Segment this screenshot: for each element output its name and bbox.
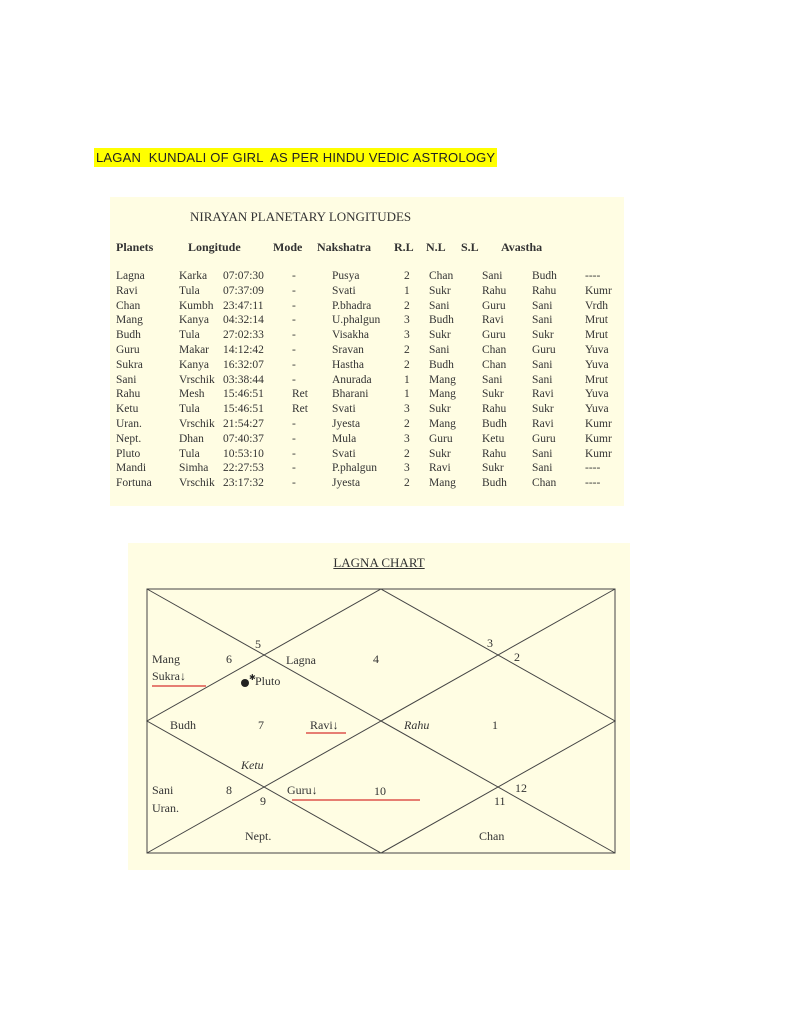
- cell-avastha-a: Chan: [532, 477, 557, 490]
- cell-avastha-a: Sukr: [532, 403, 554, 416]
- cell-planet: Rahu: [116, 388, 141, 401]
- cell-rl: 3: [404, 462, 410, 475]
- cell-mode: -: [292, 462, 296, 475]
- lagna-label: Lagna: [286, 653, 316, 667]
- cell-rl: 1: [404, 373, 410, 386]
- cell-sl: Rahu: [482, 447, 507, 460]
- cell-nakshatra: Mula: [332, 432, 357, 445]
- cell-sl: Guru: [482, 299, 506, 312]
- cell-sl: Chan: [482, 344, 507, 356]
- cell-degree: 22:27:53: [223, 462, 264, 475]
- header-mode: Mode: [273, 240, 303, 254]
- cell-nl: Chan: [429, 270, 454, 282]
- cell-mode: Ret: [292, 403, 308, 416]
- house-7: 7: [258, 718, 264, 732]
- cell-planet: Budh: [116, 329, 141, 342]
- cell-degree: 15:46:51: [223, 403, 264, 416]
- cell-nl: Sukr: [429, 403, 451, 416]
- header-nakshatra: Nakshatra: [317, 240, 372, 254]
- cell-sign: Kumbh: [179, 299, 214, 312]
- cell-sign: Kanya: [179, 314, 210, 327]
- cell-rl: 2: [404, 344, 410, 356]
- cell-mode: -: [292, 344, 296, 356]
- cell-nakshatra: Visakha: [332, 329, 369, 342]
- cell-planet: Ravi: [116, 284, 138, 297]
- planet-ketu: Ketu: [241, 758, 264, 772]
- cell-sl: Ketu: [482, 432, 505, 445]
- cell-nl: Mang: [429, 373, 456, 386]
- cell-nakshatra: Anurada: [332, 373, 372, 386]
- cell-nl: Sukr: [429, 329, 451, 342]
- cell-planet: Fortuna: [116, 477, 152, 490]
- cell-degree: 07:07:30: [223, 270, 264, 282]
- house-11: 11: [494, 794, 506, 808]
- header-longitude: Longitude: [188, 240, 241, 254]
- cell-sl: Ravi: [482, 314, 504, 327]
- cell-mode: -: [292, 284, 296, 297]
- planet-rahu: Rahu: [404, 718, 430, 732]
- lagna-chart-grid: [128, 543, 630, 870]
- cell-sl: Sukr: [482, 388, 504, 401]
- planet-uran: Uran.: [152, 801, 179, 815]
- pluto-symbol-icon: [241, 679, 249, 687]
- planet-guru: Guru↓: [287, 783, 318, 797]
- cell-rl: 2: [404, 358, 410, 371]
- cell-rl: 3: [404, 403, 410, 416]
- cell-sl: Sukr: [482, 462, 504, 475]
- cell-planet: Mandi: [116, 462, 147, 475]
- cell-mode: -: [292, 314, 296, 327]
- cell-avastha-b: Yuva: [585, 388, 609, 401]
- cell-degree: 27:02:33: [223, 329, 264, 342]
- pluto-star-icon: ✱: [249, 673, 256, 682]
- cell-avastha-a: Guru: [532, 432, 556, 445]
- cell-sl: Chan: [482, 358, 507, 371]
- cell-nakshatra: Jyesta: [332, 418, 361, 430]
- cell-planet: Chan: [116, 299, 141, 312]
- cell-sl: Sani: [482, 373, 503, 386]
- cell-rl: 2: [404, 299, 410, 312]
- cell-avastha-a: Sani: [532, 314, 553, 327]
- cell-nl: Budh: [429, 314, 454, 327]
- cell-nakshatra: Jyesta: [332, 477, 361, 490]
- planet-ravi: Ravi↓: [310, 718, 339, 732]
- header-rl: R.L: [394, 240, 414, 254]
- cell-mode: -: [292, 477, 296, 490]
- planet-budh: Budh: [170, 718, 197, 732]
- cell-avastha-a: Budh: [532, 270, 557, 282]
- planet-nept: Nept.: [245, 829, 272, 843]
- cell-rl: 1: [404, 388, 410, 401]
- cell-rl: 1: [404, 284, 410, 297]
- cell-mode: -: [292, 447, 296, 460]
- cell-sign: Makar: [179, 344, 210, 356]
- house-8: 8: [226, 783, 232, 797]
- cell-mode: -: [292, 432, 296, 445]
- cell-planet: Guru: [116, 344, 140, 356]
- cell-mode: -: [292, 358, 296, 371]
- cell-nakshatra: Sravan: [332, 344, 364, 356]
- cell-degree: 07:40:37: [223, 432, 264, 445]
- cell-degree: 03:38:44: [223, 373, 264, 386]
- planet-sukra: Sukra↓: [152, 669, 186, 683]
- house-1: 1: [492, 718, 498, 732]
- house-9: 9: [260, 794, 266, 808]
- cell-degree: 07:37:09: [223, 284, 264, 297]
- cell-degree: 23:17:32: [223, 477, 264, 490]
- house-4: 4: [373, 652, 379, 666]
- chart-title: LAGNA CHART: [333, 555, 425, 570]
- house-12: 12: [515, 781, 527, 795]
- cell-mode: -: [292, 418, 296, 430]
- cell-nl: Budh: [429, 358, 454, 371]
- cell-nakshatra: Hastha: [332, 358, 364, 371]
- cell-planet: Ketu: [116, 403, 139, 416]
- house-2: 2: [514, 650, 520, 664]
- cell-degree: 10:53:10: [223, 447, 264, 460]
- cell-avastha-a: Ravi: [532, 418, 554, 430]
- cell-degree: 21:54:27: [223, 418, 264, 430]
- cell-avastha-a: Sani: [532, 373, 553, 386]
- cell-avastha-b: Yuva: [585, 403, 609, 416]
- cell-nakshatra: P.phalgun: [332, 462, 378, 475]
- cell-nl: Sani: [429, 299, 450, 312]
- cell-planet: Sani: [116, 373, 137, 386]
- cell-sign: Tula: [179, 403, 200, 416]
- cell-sl: Guru: [482, 329, 506, 342]
- cell-avastha-b: Kumr: [585, 284, 612, 297]
- cell-nl: Mang: [429, 418, 456, 430]
- cell-sign: Dhan: [179, 432, 204, 445]
- cell-avastha-b: Vrdh: [585, 299, 608, 312]
- cell-avastha-b: Mrut: [585, 329, 608, 342]
- cell-avastha-a: Sani: [532, 358, 553, 371]
- cell-avastha-b: Yuva: [585, 344, 609, 356]
- cell-mode: -: [292, 329, 296, 342]
- cell-avastha-b: ----: [585, 270, 601, 282]
- cell-sign: Tula: [179, 447, 200, 460]
- cell-degree: 16:32:07: [223, 358, 264, 371]
- planet-pluto: Pluto: [255, 674, 281, 688]
- cell-rl: 3: [404, 329, 410, 342]
- planet-sani: Sani: [152, 783, 174, 797]
- cell-rl: 3: [404, 314, 410, 327]
- header-nl: N.L: [426, 240, 446, 254]
- cell-nl: Sani: [429, 344, 450, 356]
- document-title: LAGAN KUNDALI OF GIRL AS PER HINDU VEDIC ASTROLOGY: [96, 150, 496, 165]
- cell-nl: Guru: [429, 432, 453, 445]
- cell-sign: Kanya: [179, 358, 210, 371]
- cell-nl: Sukr: [429, 284, 451, 297]
- cell-sign: Tula: [179, 329, 200, 342]
- cell-nakshatra: Bharani: [332, 388, 369, 401]
- cell-nl: Mang: [429, 388, 456, 401]
- cell-avastha-a: Ravi: [532, 388, 554, 401]
- cell-rl: 2: [404, 418, 410, 430]
- cell-nakshatra: Svati: [332, 403, 356, 416]
- cell-nl: Mang: [429, 477, 456, 490]
- cell-degree: 23:47:11: [223, 299, 264, 312]
- cell-planet: Mang: [116, 314, 143, 327]
- cell-sign: Vrschik: [179, 373, 215, 386]
- cell-degree: 04:32:14: [223, 314, 264, 327]
- cell-sl: Budh: [482, 477, 507, 490]
- cell-degree: 15:46:51: [223, 388, 264, 401]
- house-3: 3: [487, 636, 493, 650]
- cell-mode: -: [292, 373, 296, 386]
- cell-nakshatra: Svati: [332, 284, 356, 297]
- cell-avastha-b: Mrut: [585, 373, 608, 386]
- cell-nl: Ravi: [429, 462, 451, 475]
- cell-sign: Karka: [179, 270, 208, 282]
- cell-avastha-b: Kumr: [585, 432, 612, 445]
- cell-nakshatra: U.phalgun: [332, 314, 381, 327]
- cell-avastha-a: Sani: [532, 462, 553, 475]
- cell-sign: Vrschik: [179, 418, 215, 430]
- cell-avastha-b: Kumr: [585, 418, 612, 430]
- cell-nakshatra: Pusya: [332, 270, 360, 282]
- lagna-chart-panel: [128, 543, 630, 870]
- cell-avastha-a: Sani: [532, 447, 553, 460]
- cell-rl: 3: [404, 432, 410, 445]
- cell-avastha-b: ----: [585, 462, 601, 475]
- cell-sl: Rahu: [482, 403, 507, 416]
- cell-rl: 2: [404, 477, 410, 490]
- cell-sign: Simha: [179, 462, 209, 475]
- cell-planet: Lagna: [116, 270, 145, 282]
- cell-avastha-a: Rahu: [532, 284, 557, 297]
- cell-sign: Tula: [179, 284, 200, 297]
- cell-avastha-a: Sani: [532, 299, 553, 312]
- house-5: 5: [255, 637, 261, 651]
- cell-sl: Rahu: [482, 284, 507, 297]
- cell-rl: 2: [404, 447, 410, 460]
- cell-planet: Nept.: [116, 432, 142, 445]
- cell-sign: Mesh: [179, 388, 205, 401]
- cell-avastha-b: Yuva: [585, 358, 609, 371]
- planetary-longitudes-table: [110, 197, 624, 506]
- cell-avastha-b: ----: [585, 477, 601, 490]
- cell-planet: Uran.: [116, 418, 142, 430]
- cell-planet: Sukra: [116, 358, 143, 371]
- cell-planet: Pluto: [116, 447, 141, 460]
- header-sl: S.L: [461, 240, 479, 254]
- longitudes-title: NIRAYAN PLANETARY LONGITUDES: [190, 209, 412, 224]
- cell-avastha-b: Kumr: [585, 447, 612, 460]
- cell-avastha-a: Guru: [532, 344, 556, 356]
- cell-mode: Ret: [292, 388, 308, 401]
- house-6: 6: [226, 652, 232, 666]
- cell-sign: Vrschik: [179, 477, 215, 490]
- cell-sl: Budh: [482, 418, 507, 430]
- header-planets: Planets: [116, 240, 154, 254]
- cell-avastha-b: Mrut: [585, 314, 608, 327]
- cell-avastha-a: Sukr: [532, 329, 554, 342]
- planet-mang: Mang: [152, 652, 180, 666]
- cell-nakshatra: P.bhadra: [332, 299, 372, 312]
- cell-nakshatra: Svati: [332, 447, 356, 460]
- cell-degree: 14:12:42: [223, 344, 264, 356]
- cell-nl: Sukr: [429, 447, 451, 460]
- house-10: 10: [374, 784, 386, 798]
- cell-sl: Sani: [482, 270, 503, 282]
- cell-mode: -: [292, 270, 296, 282]
- cell-rl: 2: [404, 270, 410, 282]
- planet-chan: Chan: [479, 829, 505, 843]
- cell-mode: -: [292, 299, 296, 312]
- header-avastha: Avastha: [501, 240, 543, 254]
